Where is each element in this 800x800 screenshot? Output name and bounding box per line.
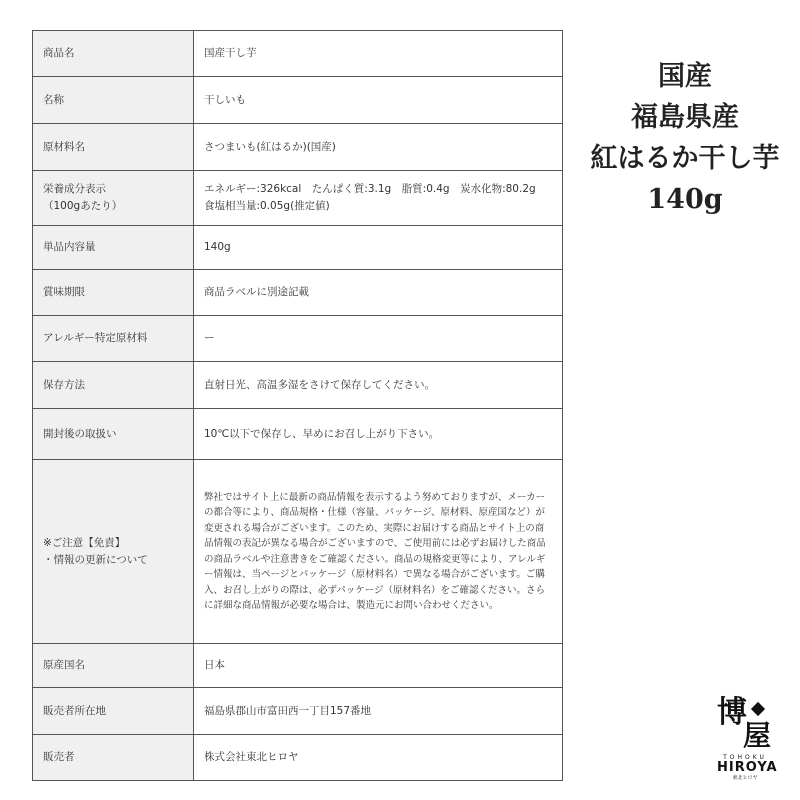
row-label: 賞味期限 (33, 270, 194, 316)
row-value: 10℃以下で保存し、早めにお召し上がり下さい。 (194, 409, 563, 460)
row-value: 直射日光、高温多湿をさけて保存してください。 (194, 362, 563, 409)
table-row (33, 316, 563, 362)
title-line-region: 福島県産 (631, 102, 739, 133)
row-label: 開封後の取扱い (33, 409, 194, 460)
logo-subtext: TOHOKU (723, 754, 767, 761)
row-label: 名称 (33, 77, 194, 124)
row-label: 販売者 (33, 735, 194, 781)
table-row (33, 409, 563, 460)
logo-mark-icon (717, 695, 772, 752)
table-row (33, 77, 563, 124)
row-value: ー (194, 316, 563, 362)
row-label: 単品内容量 (33, 226, 194, 270)
row-value: 140g (194, 226, 563, 270)
table-row (33, 31, 563, 77)
table-row (33, 171, 563, 226)
row-value: さつまいも(紅はるか)(国産) (194, 124, 563, 171)
table-row (33, 460, 563, 644)
logo-wordmark: HIROYA (717, 760, 778, 775)
title-line-origin: 国産 (658, 61, 712, 92)
table-row (33, 644, 563, 688)
disclaimer-text: 弊社ではサイト上に最新の商品情報を表示するよう努めておりますが、メーカーの都合等により、商品規格・仕様（容量、パッケージ、原材料、原産国など）が変更される場合がございます。このため、実際にお届けする商品とサイト上の商品情報の表記が異なる場合がございますので、ご使用前には必ずお届けした商品の商品ラベルや注意書きをご確認ください。商品の規格変更等により、アレルギー情報は、当ページとパッケージ（原材料名）で異なる場合がございます。ご購入、お召し上がりの際は、必ずパッケージ（原材料名）をご確認ください。さらに詳細な商品情報が必要な場合は、製造元にお問い合わせください。 (194, 460, 563, 644)
title-line-product: 紅はるか干し芋 (590, 143, 780, 174)
row-label: ※ご注意【免責】 ・情報の更新について (33, 460, 194, 644)
table-row (33, 688, 563, 735)
logo-tiny-text: 東北ヒロヤ (732, 775, 758, 781)
product-spec-table (32, 30, 563, 781)
row-label: アレルギー特定原材料 (33, 316, 194, 362)
row-label: 販売者所在地 (33, 688, 194, 735)
table-row (33, 735, 563, 781)
row-value: 日本 (194, 644, 563, 688)
logo-kanji-top: 博 (717, 695, 747, 730)
brand-logo (717, 695, 778, 781)
row-value: 干しいも (194, 77, 563, 124)
row-label: 原産国名 (33, 644, 194, 688)
table-row (33, 270, 563, 316)
row-value: 商品ラベルに別途記載 (194, 270, 563, 316)
product-title (575, 56, 795, 220)
row-value: 福島県郡山市富田西一丁目157番地 (194, 688, 563, 735)
title-line-weight: 140g (647, 184, 723, 215)
logo-kanji-bottom: 屋 (743, 719, 772, 752)
row-value: 株式会社東北ヒロヤ (194, 735, 563, 781)
table-row (33, 124, 563, 171)
row-value: エネルギー:326kcal たんぱく質:3.1g 脂質:0.4g 炭水化物:80.2g 食塩相当量:0.05g(推定値) (194, 171, 563, 226)
table-row (33, 226, 563, 270)
diamond-icon (751, 702, 765, 716)
table-row (33, 362, 563, 409)
row-label: 商品名 (33, 31, 194, 77)
row-label: 保存方法 (33, 362, 194, 409)
row-label: 栄養成分表示 （100gあたり） (33, 171, 194, 226)
row-label: 原材料名 (33, 124, 194, 171)
row-value: 国産干し芋 (194, 31, 563, 77)
